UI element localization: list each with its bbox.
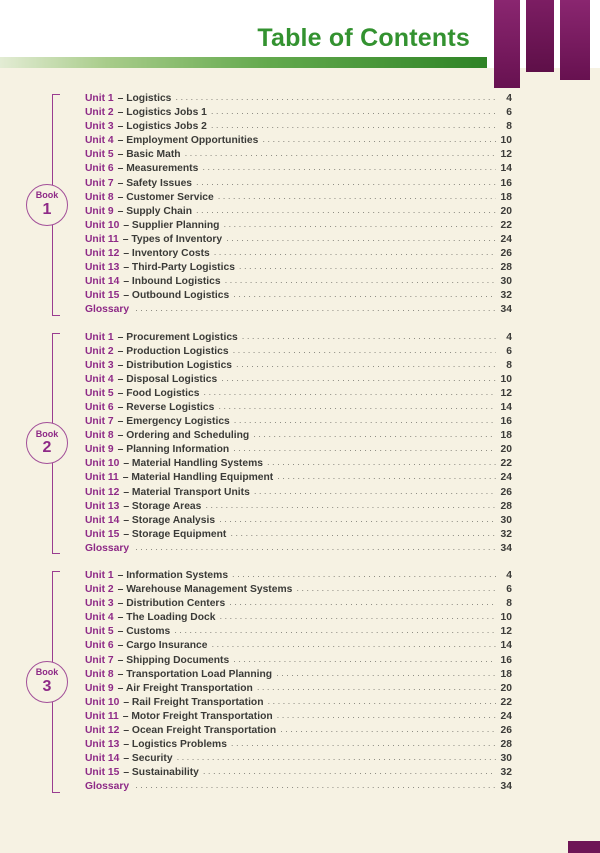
entry-page-number: 6 — [506, 345, 512, 357]
entry-unit-label: Unit 12 — [85, 486, 120, 498]
entry-dot-leader — [196, 176, 496, 190]
entry-dot-leader — [135, 541, 496, 555]
entry-title: – Logistics Jobs 1 — [117, 107, 207, 119]
entry-unit-label: Unit 4 — [85, 373, 114, 385]
toc-entry — [85, 583, 512, 597]
toc-entry — [85, 766, 512, 780]
entry-unit-label: Unit 1 — [85, 570, 114, 581]
entry-title: – Ocean Freight Transportation — [123, 725, 277, 737]
toc-entry — [85, 177, 512, 191]
entry-dot-leader — [223, 218, 496, 232]
entry-page-number: 24 — [500, 472, 512, 484]
entry-unit-label: Unit 1 — [85, 331, 114, 343]
entry-dot-leader — [242, 330, 496, 344]
corner-bar — [560, 0, 590, 80]
entry-unit-label: Unit 4 — [85, 612, 114, 624]
toc-entry — [85, 625, 512, 639]
entry-dot-leader — [267, 456, 496, 470]
entry-unit-label: Glossary — [85, 542, 130, 554]
entry-title: – Inventory Costs — [123, 248, 210, 260]
entry-unit-label: Unit 10 — [85, 219, 120, 231]
badge-label: Book — [35, 667, 59, 677]
entry-dot-leader — [174, 624, 496, 638]
entry-dot-leader — [234, 414, 496, 428]
toc-entry — [85, 443, 512, 457]
entry-title: – Logistics — [117, 93, 172, 104]
entry-title: – Sustainability — [123, 767, 199, 779]
toc-entry — [85, 331, 512, 345]
toc-entry — [85, 162, 512, 176]
entry-page-number: 34 — [500, 542, 512, 554]
entry-unit-label: Unit 2 — [85, 584, 114, 596]
toc-entry — [85, 359, 512, 373]
entry-unit-label: Unit 6 — [85, 640, 114, 652]
entry-page-number: 10 — [500, 373, 512, 385]
entry-page-number: 10 — [500, 612, 512, 624]
entry-page-number: 30 — [500, 514, 512, 526]
entry-dot-leader — [233, 288, 496, 302]
toc-entry — [85, 457, 512, 471]
entry-dot-leader — [175, 91, 496, 105]
entry-list — [85, 331, 512, 557]
entry-page-number: 12 — [500, 626, 512, 638]
book-section — [0, 92, 600, 318]
toc-entry — [85, 696, 512, 710]
toc-entry — [85, 247, 512, 261]
entry-dot-leader — [231, 737, 496, 751]
entry-page-number: 8 — [506, 598, 512, 610]
entry-title: – Material Handling Equipment — [122, 472, 274, 484]
entry-page-number: 8 — [506, 121, 512, 133]
entry-page-number: 18 — [500, 668, 512, 680]
entry-unit-label: Unit 8 — [85, 430, 114, 442]
entry-title: – Cargo Insurance — [117, 640, 208, 652]
toc-entry — [85, 387, 512, 401]
toc-entry — [85, 92, 512, 106]
toc-body — [0, 92, 600, 808]
entry-page-number: 26 — [500, 725, 512, 737]
entry-unit-label: Unit 7 — [85, 177, 114, 189]
entry-page-number: 20 — [500, 682, 512, 694]
entry-unit-label: Unit 6 — [85, 401, 114, 413]
entry-title: – Transportation Load Planning — [117, 668, 273, 680]
entry-dot-leader — [196, 204, 496, 218]
book-badge — [26, 184, 68, 226]
entry-title: – Rail Freight Transportation — [123, 696, 264, 708]
entry-dot-leader — [221, 372, 496, 386]
entry-title: – Third-Party Logistics — [123, 262, 235, 274]
entry-title: – Distribution Logistics — [117, 359, 233, 371]
entry-page-number: 14 — [500, 401, 512, 413]
entry-title: – Ordering and Scheduling — [117, 430, 250, 442]
entry-dot-leader — [211, 638, 496, 652]
entry-page-number: 34 — [500, 781, 512, 793]
toc-entry — [85, 191, 512, 205]
entry-title: – Logistics Jobs 2 — [117, 121, 207, 133]
toc-entry — [85, 710, 512, 724]
entry-title: – Safety Issues — [117, 177, 193, 189]
entry-title: – Warehouse Management Systems — [117, 584, 293, 596]
entry-unit-label: Unit 5 — [85, 149, 114, 161]
toc-entry — [85, 471, 512, 485]
entry-dot-leader — [211, 105, 496, 119]
entry-page-number: 22 — [500, 458, 512, 470]
entry-dot-leader — [229, 596, 496, 610]
entry-unit-label: Unit 5 — [85, 626, 114, 638]
toc-entry — [85, 148, 512, 162]
entry-dot-leader — [277, 470, 496, 484]
entry-title: – Basic Math — [117, 149, 181, 161]
entry-page-number: 16 — [500, 177, 512, 189]
entry-unit-label: Unit 9 — [85, 205, 114, 217]
entry-dot-leader — [230, 527, 496, 541]
toc-entry — [85, 654, 512, 668]
entry-title: – Logistics Problems — [123, 739, 227, 751]
toc-entry — [85, 738, 512, 752]
entry-unit-label: Unit 1 — [85, 93, 114, 104]
badge-number: 2 — [42, 439, 52, 457]
entry-page-number: 22 — [500, 219, 512, 231]
toc-entry — [85, 289, 512, 303]
toc-entry — [85, 597, 512, 611]
entry-title: – Air Freight Transportation — [117, 682, 253, 694]
entry-page-number: 22 — [500, 696, 512, 708]
entry-dot-leader — [277, 709, 496, 723]
entry-title: – Security — [123, 753, 173, 765]
entry-unit-label: Unit 2 — [85, 345, 114, 357]
entry-title: – Storage Analysis — [123, 514, 216, 526]
entry-dot-leader — [218, 400, 496, 414]
badge-label: Book — [35, 190, 59, 200]
toc-entry — [85, 261, 512, 275]
toc-entry — [85, 611, 512, 625]
entry-unit-label: Unit 12 — [85, 248, 120, 260]
entry-unit-label: Glossary — [85, 781, 130, 793]
toc-entry — [85, 639, 512, 653]
book-badge — [26, 422, 68, 464]
entry-page-number: 14 — [500, 640, 512, 652]
corner-decoration — [494, 0, 600, 88]
entry-page-number: 18 — [500, 430, 512, 442]
entry-dot-leader — [225, 274, 496, 288]
bottom-corner-decoration — [568, 841, 600, 853]
entry-dot-leader — [218, 190, 496, 204]
entry-title: – Customer Service — [117, 191, 214, 203]
entry-title: – Material Transport Units — [123, 486, 250, 498]
entry-title: – Outbound Logistics — [123, 290, 230, 302]
entry-dot-leader — [233, 344, 496, 358]
entry-unit-label: Unit 4 — [85, 135, 114, 147]
entry-unit-label: Unit 3 — [85, 121, 114, 133]
entry-title: – Shipping Documents — [117, 654, 230, 666]
entry-page-number: 12 — [500, 149, 512, 161]
entry-title: – Storage Areas — [123, 500, 202, 512]
entry-page-number: 14 — [500, 163, 512, 175]
entry-unit-label: Unit 6 — [85, 163, 114, 175]
corner-bar — [494, 0, 520, 88]
toc-entry — [85, 345, 512, 359]
entry-page-number: 20 — [500, 444, 512, 456]
entry-title: – Types of Inventory — [122, 233, 223, 245]
entry-dot-leader — [268, 695, 496, 709]
entry-unit-label: Unit 13 — [85, 739, 120, 751]
toc-entry — [85, 682, 512, 696]
entry-title: – Reverse Logistics — [117, 401, 215, 413]
entry-dot-leader — [202, 161, 496, 175]
entry-page-number: 30 — [500, 276, 512, 288]
entry-dot-leader — [254, 485, 496, 499]
entry-dot-leader — [135, 779, 496, 793]
entry-page-number: 28 — [500, 500, 512, 512]
entry-dot-leader — [257, 681, 496, 695]
entry-dot-leader — [203, 765, 496, 779]
book-badge — [26, 661, 68, 703]
toc-entry — [85, 303, 512, 317]
entry-unit-label: Unit 10 — [85, 458, 120, 470]
entry-title: – Inbound Logistics — [123, 276, 221, 288]
entry-dot-leader — [219, 513, 496, 527]
entry-title: – Motor Freight Transportation — [122, 710, 273, 722]
entry-unit-label: Unit 15 — [85, 767, 120, 779]
entry-dot-leader — [185, 147, 496, 161]
entry-page-number: 24 — [500, 710, 512, 722]
toc-entry — [85, 668, 512, 682]
entry-page-number: 6 — [506, 107, 512, 119]
entry-page-number: 16 — [500, 416, 512, 428]
entry-dot-leader — [219, 610, 496, 624]
entry-list — [85, 92, 512, 318]
toc-entry — [85, 134, 512, 148]
entry-dot-leader — [203, 386, 496, 400]
entry-page-number: 12 — [500, 387, 512, 399]
entry-unit-label: Unit 11 — [85, 233, 119, 245]
entry-page-number: 28 — [500, 262, 512, 274]
entry-dot-leader — [177, 751, 496, 765]
entry-unit-label: Unit 15 — [85, 528, 120, 540]
entry-dot-leader — [276, 667, 496, 681]
entry-unit-label: Unit 11 — [85, 472, 119, 484]
entry-title: – Disposal Logistics — [117, 373, 218, 385]
entry-unit-label: Unit 15 — [85, 290, 120, 302]
toc-entry — [85, 500, 512, 514]
entry-title: – Planning Information — [117, 444, 230, 456]
entry-dot-leader — [262, 133, 496, 147]
entry-dot-leader — [280, 723, 496, 737]
entry-page-number: 26 — [500, 248, 512, 260]
entry-unit-label: Unit 14 — [85, 514, 120, 526]
entry-title: – Supply Chain — [117, 205, 192, 217]
entry-dot-leader — [135, 302, 496, 316]
badge-number: 3 — [42, 677, 52, 695]
entry-title: – The Loading Dock — [117, 612, 216, 624]
entry-page-number: 26 — [500, 486, 512, 498]
entry-page-number: 4 — [506, 570, 512, 581]
entry-page-number: 30 — [500, 753, 512, 765]
toc-entry — [85, 752, 512, 766]
entry-unit-label: Unit 5 — [85, 387, 114, 399]
toc-entry — [85, 429, 512, 443]
entry-unit-label: Unit 14 — [85, 276, 120, 288]
entry-dot-leader — [253, 428, 496, 442]
entry-title: – Procurement Logistics — [117, 331, 238, 343]
entry-dot-leader — [233, 442, 496, 456]
entry-page-number: 4 — [506, 331, 512, 343]
entry-title: – Information Systems — [117, 570, 229, 581]
toc-entry — [85, 205, 512, 219]
toc-entry — [85, 373, 512, 387]
entry-dot-leader — [233, 653, 496, 667]
entry-page-number: 20 — [500, 205, 512, 217]
entry-unit-label: Unit 7 — [85, 416, 114, 428]
toc-entry — [85, 724, 512, 738]
entry-dot-leader — [214, 246, 496, 260]
entry-unit-label: Unit 13 — [85, 500, 120, 512]
entry-unit-label: Unit 2 — [85, 107, 114, 119]
entry-unit-label: Unit 12 — [85, 725, 120, 737]
book-section — [0, 569, 600, 795]
entry-page-number: 4 — [506, 93, 512, 104]
toc-entry — [85, 486, 512, 500]
entry-page-number: 32 — [500, 290, 512, 302]
entry-title: – Customs — [117, 626, 171, 638]
toc-entry — [85, 106, 512, 120]
toc-entry — [85, 569, 512, 583]
entry-unit-label: Unit 14 — [85, 753, 120, 765]
entry-page-number: 6 — [506, 584, 512, 596]
toc-entry — [85, 120, 512, 134]
entry-unit-label: Unit 9 — [85, 444, 114, 456]
entry-unit-label: Unit 8 — [85, 668, 114, 680]
entry-title: – Storage Equipment — [123, 528, 227, 540]
entry-unit-label: Unit 9 — [85, 682, 114, 694]
entry-title: – Food Logistics — [117, 387, 200, 399]
badge-number: 1 — [42, 200, 52, 218]
toc-entry — [85, 401, 512, 415]
entry-unit-label: Unit 3 — [85, 598, 114, 610]
entry-page-number: 28 — [500, 739, 512, 751]
badge-label: Book — [35, 428, 59, 439]
entry-page-number: 16 — [500, 654, 512, 666]
toc-entry — [85, 528, 512, 542]
entry-unit-label: Unit 13 — [85, 262, 120, 274]
toc-entry — [85, 219, 512, 233]
book-section — [0, 331, 600, 557]
entry-unit-label: Glossary — [85, 304, 130, 316]
entry-unit-label: Unit 8 — [85, 191, 114, 203]
page-title: Table of Contents — [257, 24, 470, 52]
toc-entry — [85, 275, 512, 289]
corner-bar — [526, 0, 554, 72]
toc-entry — [85, 233, 512, 247]
toc-entry — [85, 415, 512, 429]
entry-page-number: 32 — [500, 528, 512, 540]
entry-page-number: 34 — [500, 304, 512, 316]
entry-dot-leader — [239, 260, 496, 274]
entry-page-number: 10 — [500, 135, 512, 147]
entry-dot-leader — [296, 582, 496, 596]
entry-dot-leader — [236, 358, 496, 372]
entry-title: – Measurements — [117, 163, 199, 175]
entry-unit-label: Unit 11 — [85, 710, 119, 722]
entry-unit-label: Unit 7 — [85, 654, 114, 666]
toc-entry — [85, 542, 512, 556]
entry-list — [85, 569, 512, 795]
entry-dot-leader — [205, 499, 496, 513]
entry-page-number: 8 — [506, 359, 512, 371]
entry-dot-leader — [211, 119, 496, 133]
toc-entry — [85, 780, 512, 794]
entry-dot-leader — [232, 568, 496, 582]
entry-title: – Supplier Planning — [123, 219, 220, 231]
entry-title: – Employment Opportunities — [117, 135, 259, 147]
entry-page-number: 24 — [500, 233, 512, 245]
entry-page-number: 32 — [500, 767, 512, 779]
entry-title: – Distribution Centers — [117, 598, 226, 610]
entry-page-number: 18 — [500, 191, 512, 203]
entry-unit-label: Unit 10 — [85, 696, 120, 708]
entry-title: – Production Logistics — [117, 345, 229, 357]
toc-entry — [85, 514, 512, 528]
entry-title: – Material Handling Systems — [123, 458, 263, 470]
header-green-band — [0, 57, 487, 68]
entry-dot-leader — [226, 232, 496, 246]
entry-title: – Emergency Logistics — [117, 416, 230, 428]
entry-unit-label: Unit 3 — [85, 359, 114, 371]
